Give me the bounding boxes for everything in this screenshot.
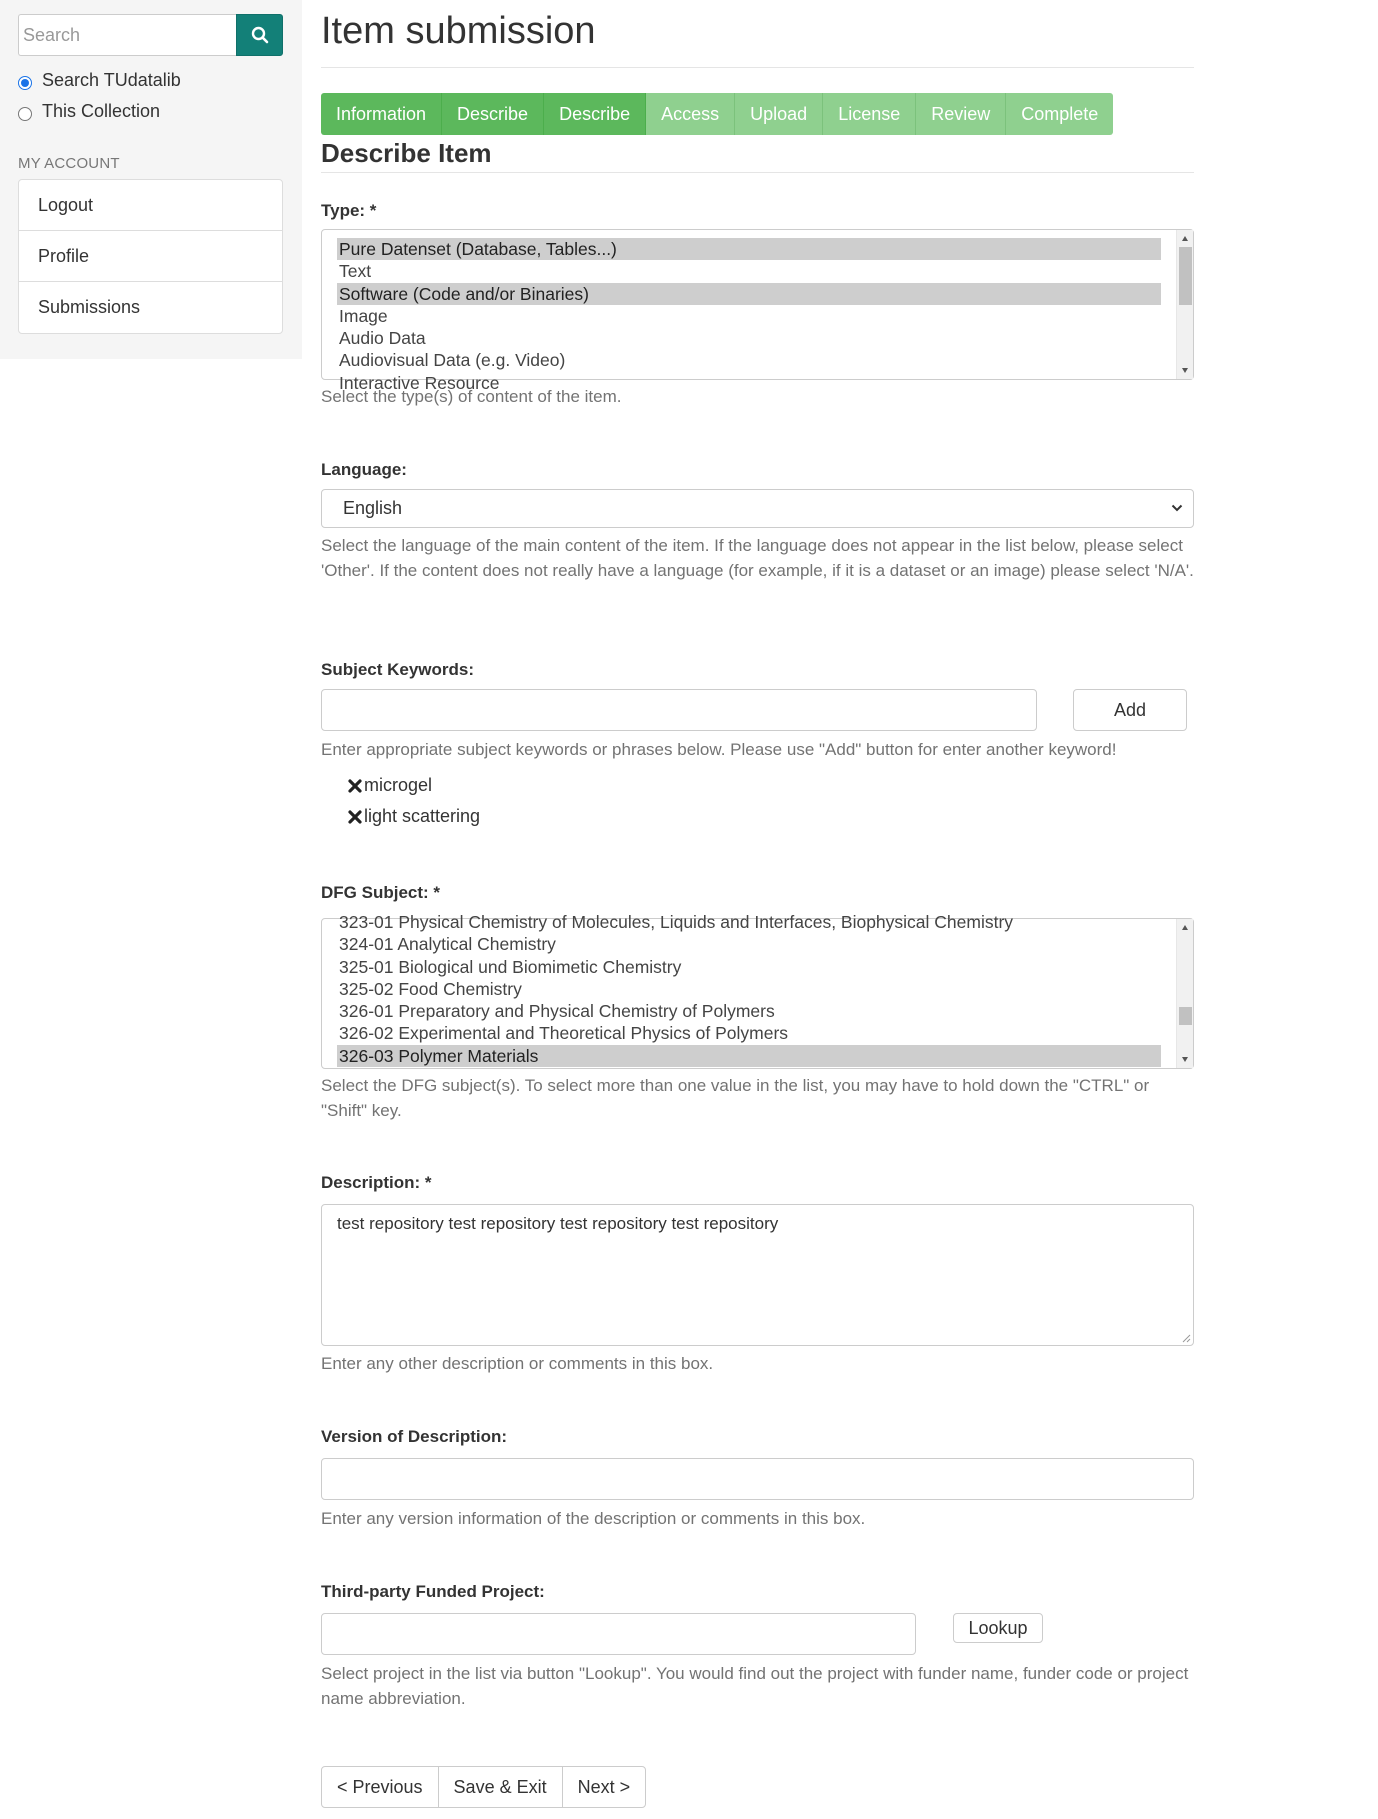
keywords-help: Enter appropriate subject keywords or phrases below. Please use "Add" button for enter another keyword! — [321, 740, 1117, 759]
keyword-input[interactable] — [321, 689, 1037, 731]
dfg-option[interactable]: 325-02 Food Chemistry — [339, 978, 522, 999]
radio-button[interactable] — [18, 76, 32, 90]
account-item-logout[interactable]: Logout — [19, 180, 282, 231]
language-select[interactable] — [321, 489, 1194, 528]
type-option[interactable]: Text — [339, 261, 372, 282]
description-label: Description: * — [321, 1173, 432, 1192]
keyword-text: microgel — [364, 775, 433, 795]
search-button[interactable] — [236, 14, 283, 56]
project-label: Third-party Funded Project: — [321, 1582, 545, 1601]
dfg-label: DFG Subject: * — [321, 883, 441, 902]
dfg-listbox[interactable] — [321, 912, 1194, 1069]
account-item-submissions[interactable]: Submissions — [38, 297, 141, 317]
divider — [321, 172, 1194, 173]
step-describe-2[interactable]: Describe — [544, 93, 646, 135]
keyword-item — [347, 806, 480, 827]
step-upload[interactable]: Upload — [735, 93, 823, 135]
search-box — [18, 14, 283, 56]
submission-steps — [321, 93, 1113, 135]
version-help: Enter any version information of the description or comments in this box. — [321, 1509, 866, 1528]
resize-handle-icon[interactable] — [1181, 1333, 1191, 1343]
language-label: Language: — [321, 460, 407, 479]
type-option[interactable]: Software (Code and/or Binaries) — [337, 283, 1161, 305]
sidebar — [0, 0, 302, 359]
type-option[interactable]: Interactive Resource — [339, 372, 500, 393]
form-navigation — [321, 1766, 646, 1808]
language-help: Select the language of the main content of the item. If the language does not appear in the list below, please select 'Other'. If the content does not really have a language (for example, if it is a dataset or an image) please select 'N/A'. — [321, 536, 1194, 580]
section-title: Describe Item — [321, 138, 492, 168]
radio-button[interactable] — [18, 107, 32, 121]
dfg-help: Select the DFG subject(s). To select more than one value in the list, you may have to hold down the "CTRL" or "Shift" key. — [321, 1076, 1150, 1120]
scope-option-label: This Collection — [42, 101, 161, 121]
dfg-option[interactable]: 326-01 Preparatory and Physical Chemistry of Polymers — [339, 1001, 775, 1022]
description-textarea[interactable] — [321, 1204, 1194, 1346]
step-describe-1[interactable]: Describe — [442, 93, 544, 135]
account-item-profile[interactable]: Profile — [19, 231, 282, 282]
previous-button[interactable]: < Previous — [321, 1766, 439, 1808]
type-option[interactable]: Image — [339, 305, 388, 326]
next-button[interactable]: Next > — [562, 1766, 647, 1808]
scroll-down-icon[interactable] — [1182, 368, 1188, 373]
scrollbar[interactable] — [1176, 919, 1193, 1068]
project-help: Select project in the list via button "Lookup". You would find out the project with funder name, funder code or project name abbreviation. — [321, 1664, 1189, 1708]
add-keyword-button[interactable]: Add — [1073, 689, 1187, 731]
dfg-option[interactable]: 326-02 Experimental and Theoretical Physics of Polymers — [339, 1023, 789, 1044]
version-input[interactable] — [321, 1458, 1194, 1500]
language-value: English — [343, 498, 403, 518]
step-complete[interactable]: Complete — [1006, 93, 1113, 135]
lookup-button[interactable]: Lookup — [953, 1613, 1043, 1643]
scroll-up-icon[interactable] — [1182, 236, 1188, 241]
version-label: Version of Description: — [321, 1427, 508, 1446]
scrollbar[interactable] — [1176, 230, 1193, 379]
type-option[interactable]: Pure Datenset (Database, Tables...) — [337, 238, 1161, 260]
step-license[interactable]: License — [823, 93, 916, 135]
description-value: test repository test repository test repository test repository — [337, 1214, 779, 1233]
step-access[interactable]: Access — [646, 93, 735, 135]
type-help: Select the type(s) of content of the item. — [321, 387, 622, 406]
search-icon — [251, 26, 269, 44]
account-heading: MY ACCOUNT — [18, 155, 120, 172]
chevron-down-icon — [1171, 503, 1183, 513]
step-information[interactable]: Information — [321, 93, 442, 135]
keywords-label: Subject Keywords: — [321, 660, 475, 679]
scope-option-site[interactable] — [18, 70, 181, 91]
dfg-option[interactable]: 326-03 Polymer Materials — [337, 1045, 1161, 1067]
save-exit-button[interactable]: Save & Exit — [438, 1766, 563, 1808]
dfg-option[interactable]: 324-01 Analytical Chemistry — [339, 934, 556, 955]
account-menu — [18, 179, 283, 334]
keyword-text: light scattering — [364, 806, 481, 826]
scroll-thumb[interactable] — [1179, 247, 1192, 305]
type-listbox[interactable] — [321, 229, 1194, 393]
scope-option-label: Search TUdatalib — [42, 70, 181, 90]
scroll-up-icon[interactable] — [1182, 925, 1188, 930]
search-input[interactable] — [18, 14, 236, 56]
type-option[interactable]: Audiovisual Data (e.g. Video) — [339, 350, 566, 371]
type-label: Type: * — [321, 201, 377, 220]
page-title: Item submission — [321, 10, 596, 52]
scope-option-collection[interactable] — [18, 101, 160, 122]
type-option[interactable]: Audio Data — [339, 328, 426, 349]
scroll-down-icon[interactable] — [1182, 1057, 1188, 1062]
divider — [321, 67, 1194, 68]
remove-keyword-icon[interactable] — [347, 778, 363, 794]
dfg-option[interactable]: 323-01 Physical Chemistry of Molecules, Liquids and Interfaces, Biophysical Chemistry — [339, 912, 1014, 932]
dfg-option[interactable]: 325-01 Biological und Biomimetic Chemistry — [339, 956, 682, 977]
remove-keyword-icon[interactable] — [347, 809, 363, 825]
scroll-thumb[interactable] — [1179, 1007, 1192, 1025]
step-review[interactable]: Review — [916, 93, 1006, 135]
keyword-item — [347, 775, 432, 796]
description-help: Enter any other description or comments in this box. — [321, 1354, 714, 1373]
project-input[interactable] — [321, 1613, 916, 1655]
